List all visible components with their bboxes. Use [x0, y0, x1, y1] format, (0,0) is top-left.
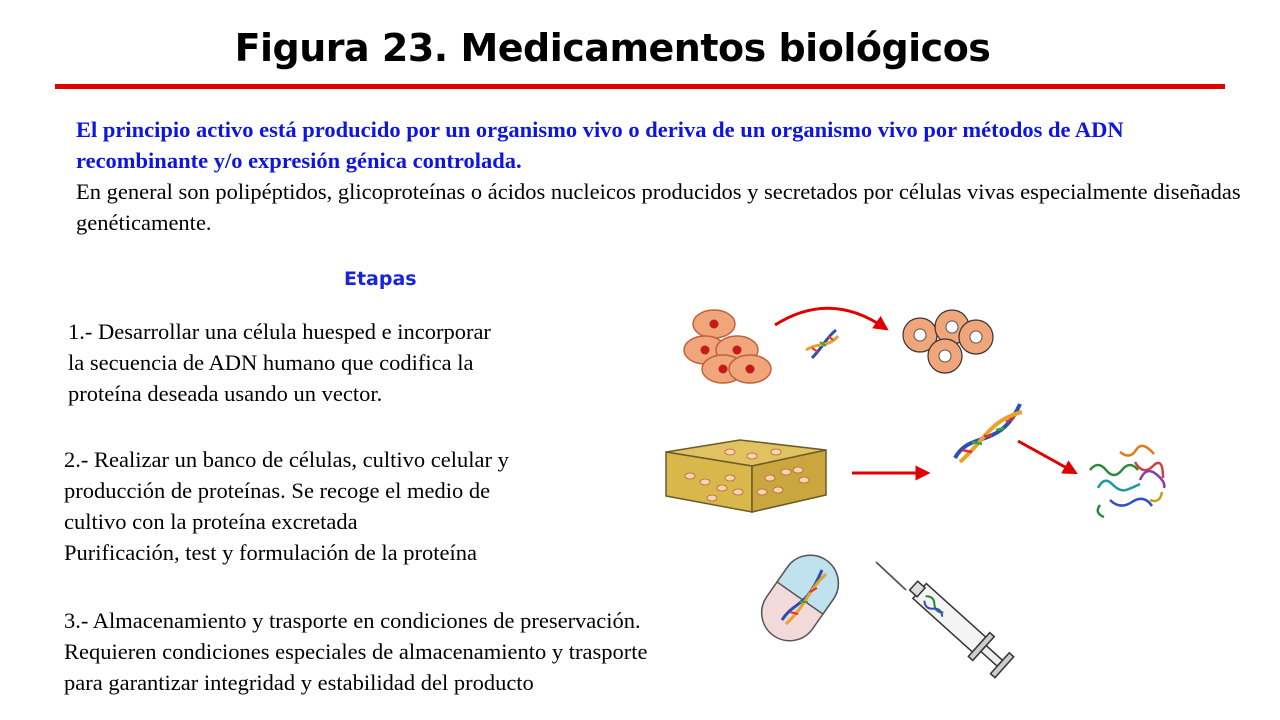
step-2-line: 2.- Realizar un banco de células, cultivo celular y — [64, 447, 509, 472]
syringe-icon — [876, 562, 1015, 679]
step-2-line: Purificación, test y formulación de la proteína — [64, 540, 477, 565]
step-3-line: 3.- Almacenamiento y trasporte en condiciones de preservación. — [64, 608, 641, 633]
step-3-line: para garantizar integridad y estabilidad del producto — [64, 670, 534, 695]
arrow-icon — [1018, 441, 1074, 472]
cell-culture-box-icon — [666, 440, 826, 512]
dna-vector-icon — [806, 330, 838, 358]
protein-structure-icon — [1090, 446, 1164, 517]
step-1-line: la secuencia de ADN humano que codifica la — [68, 350, 474, 375]
host-cells-icon — [684, 310, 771, 383]
slide-title: Figura 23. Medicamentos biológicos — [234, 26, 991, 70]
dna-helix-icon — [955, 404, 1022, 462]
step-1-line: 1.- Desarrollar una célula huesped e incorporar — [68, 319, 491, 344]
transformed-cells-icon — [903, 310, 993, 373]
step-2-line: producción de proteínas. Se recoge el medio de — [64, 478, 491, 503]
intro-body: En general son polipéptidos, glicoproteínas o ácidos nucleicos producidos y secretados por células vivas especialmente diseñadas genéticamente. — [76, 179, 1241, 235]
intro-highlight: El principio activo está producido por un organismo vivo o deriva de un organismo vivo por métodos de ADN recombinante y/o expresión génica controlada. — [76, 117, 1124, 173]
capsule-icon — [751, 544, 850, 651]
step-1-line: proteína deseada usando un vector. — [68, 381, 383, 406]
arrow-icon — [775, 308, 885, 328]
step-2-line: cultivo con la proteína excretada — [64, 509, 358, 534]
step-3-line: Requieren condiciones especiales de almacenamiento y trasporte — [64, 639, 648, 664]
stages-heading: Etapas — [344, 268, 417, 290]
